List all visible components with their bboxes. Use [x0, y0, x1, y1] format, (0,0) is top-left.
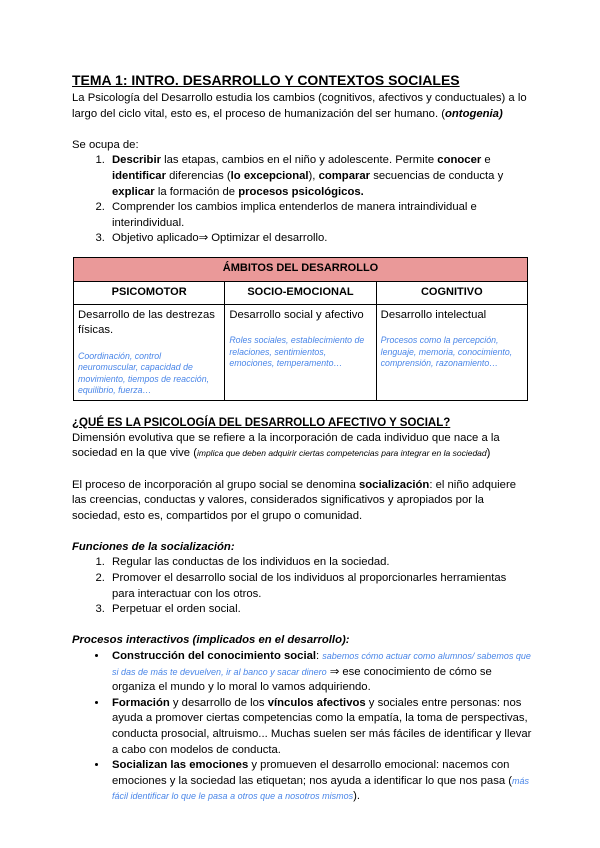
list-item: 3. Objetivo aplicado⇒ Optimizar el desarrollo. [108, 231, 532, 247]
list-item: 3. Perpetuar el orden social. [108, 602, 532, 618]
ocupa-label: Se ocupa de: [72, 138, 139, 151]
table-cell [225, 304, 376, 400]
text-segment: lo excepcional [230, 169, 309, 182]
text-segment: Desarrollo intelectual [380, 308, 487, 321]
text-segment: Formación [112, 696, 170, 709]
text-segment: vínculos afectivos [267, 696, 366, 709]
list-item: 2. Comprender los cambios implica entenderlos de manera intraindividual e interindividual. [108, 200, 532, 231]
text-segment: ). [353, 790, 361, 803]
text-segment: Socializan las emociones [112, 759, 249, 772]
column-header: PSICOMOTOR [74, 281, 225, 304]
text-segment: identificar [112, 169, 166, 182]
text-segment: procesos psicológicos. [238, 185, 364, 198]
intro-paragraph [72, 91, 532, 122]
table-cell [74, 304, 225, 400]
ocupa-list [72, 153, 532, 247]
text-segment: Dimensión evolutiva que se refiere a la incorporación de cada individuo que nace a la sociedad en la que vive ( [72, 431, 500, 460]
definition-paragraph [72, 431, 532, 462]
text-segment: socialización [358, 478, 430, 491]
text-segment: ), [308, 169, 319, 182]
text-segment: diferencias ( [166, 169, 231, 182]
text-segment: Construcción del conocimiento social [112, 650, 317, 663]
procesos-list [72, 649, 532, 805]
text-segment: y desarrollo de los [169, 696, 268, 709]
table-cell [376, 304, 527, 400]
text-segment: Procesos como la percepción, lenguaje, memoria, conocimiento, comprensión, razonamiento… [380, 335, 513, 369]
text-segment: las etapas, cambios en el niño y adolescente. Permite [160, 154, 438, 167]
document-title: TEMA 1: INTRO. DESARROLLO Y CONTEXTOS SOCIALES [72, 72, 460, 88]
text-segment: comparar [318, 169, 371, 182]
list-item [108, 758, 532, 805]
column-header: COGNITIVO [376, 281, 527, 304]
text-segment: El proceso de incorporación al grupo social se denomina [72, 478, 359, 491]
table-title: ÁMBITOS DEL DESARROLLO [74, 257, 528, 281]
text-segment: la formación de [154, 185, 239, 198]
ambitos-table [73, 257, 528, 401]
text-segment: sabemos cómo actuar como alumnos/ sabemos que si das de más te devuelven, ir al banco y sacar dinero [112, 651, 531, 677]
text-segment: Roles sociales, establecimiento de relaciones, sentimientos, emociones, temperamento… [229, 335, 365, 369]
funciones-heading: Funciones de la socialización: [72, 540, 235, 553]
text-segment: e [481, 154, 491, 167]
list-item: 1. Regular las conductas de los individuos en la sociedad. [108, 555, 532, 571]
text-segment: Coordinación, control neuromuscular, capacidad de movimiento, tiempos de reacción, equilibrio, fuerza… [78, 350, 210, 396]
text-segment: y promueven el desarrollo emocional: nacemos con emociones y la sociedad las etiquetan; nos ayuda a identificar lo que nos pasa ( [112, 759, 513, 787]
section-heading: ¿QUÉ ES LA PSICOLOGÍA DEL DESARROLLO AFECTIVO Y SOCIAL? [72, 416, 451, 429]
text-segment: : [316, 650, 323, 663]
text-segment: Desarrollo social y afectivo [229, 308, 364, 321]
column-header: SOCIO-EMOCIONAL [225, 281, 376, 304]
text-segment: Desarrollo de las destrezas físicas. [78, 308, 215, 337]
text-segment: ) [486, 447, 491, 460]
text-segment: Describir [112, 154, 161, 167]
list-item: 2. Promover el desarrollo social de los individuos al proporcionarles herramientas para interactuar con los otros. [108, 571, 532, 602]
list-item [108, 649, 532, 696]
text-segment: La Psicología del Desarrollo estudia los cambios (cognitivos, afectivos y conductuales) a lo largo del ciclo vital, esto es, el proceso de humanización del ser humano. ( [72, 92, 527, 120]
list-item [108, 153, 532, 200]
text-segment: implica que deben adquirir ciertas competencias para integrar en la sociedad [196, 448, 487, 459]
ontogenia-term: ontogenia) [445, 107, 503, 120]
list-item [108, 696, 532, 758]
text-segment: y sociales entre personas: nos ayuda a promover ciertas competencias como la empatía, la toma de perspectivas, conducta prosocial, altruismo... Muchas suelen ser más fáciles de identificar y llevar a cabo con modelos de conducta. [112, 696, 532, 756]
text-segment: conocer [437, 154, 482, 167]
text-segment: más fácil identificar lo que le pasa a otros que a nosotros mismos [112, 775, 530, 802]
funciones-list [72, 555, 532, 617]
text-segment: : el niño adquiere las creencias, conductas y valores, considerados significativos y apropiados por la sociedad, esto es, compartidos por el grupo o comunidad. [72, 478, 516, 522]
socializacion-paragraph [72, 478, 532, 525]
text-segment: ⇒ ese conocimiento de cómo se organiza el mundo y lo moral lo vamos adquiriendo. [112, 665, 492, 694]
procesos-heading: Procesos interactivos (implicados en el desarrollo): [72, 634, 350, 647]
text-segment: explicar [112, 185, 155, 198]
text-segment: secuencias de conducta y [370, 169, 504, 182]
